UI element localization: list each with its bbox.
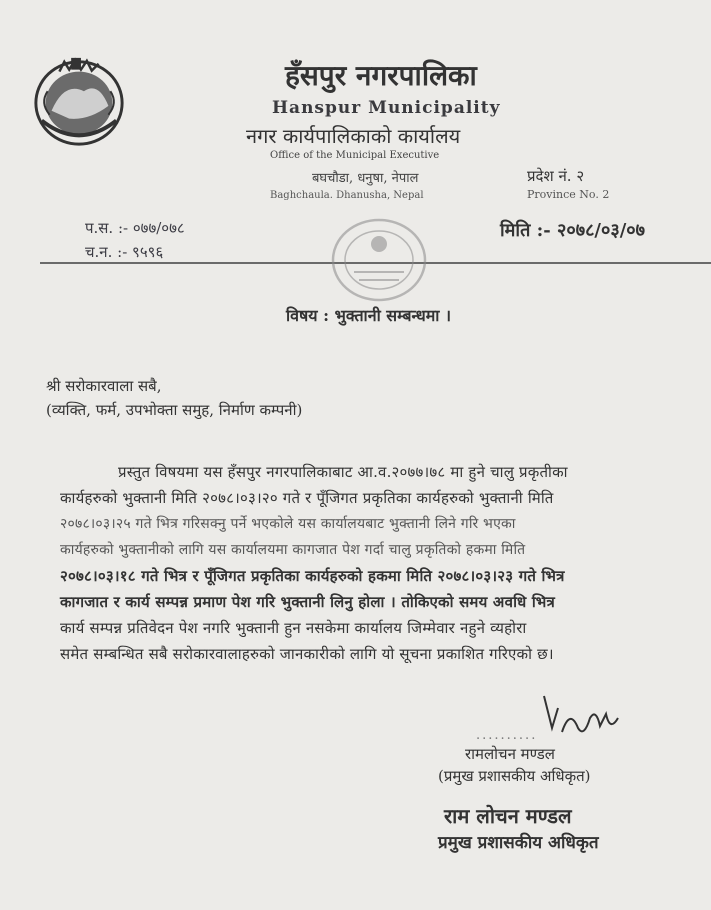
province-np: प्रदेश नं. २ xyxy=(527,167,585,185)
municipality-title-np: हँसपुर नगरपालिका xyxy=(285,59,477,92)
body-line: कागजात र कार्य सम्पन्न प्रमाण पेश गरि भुक्तानी लिनु होला । तोकिएको समय अवधि भित्र xyxy=(60,593,555,611)
signature-line: .......... xyxy=(476,728,538,743)
designation-stamp: प्रमुख प्रशासकीय अधिकृत xyxy=(438,833,599,853)
signatory-name: रामलोचन मण्डल xyxy=(465,745,555,763)
name-stamp: राम लोचन मण्डल xyxy=(444,804,572,828)
municipality-title-en: Hanspur Municipality xyxy=(272,98,501,118)
body-line: २०७८।०३।१८ गते भित्र र पूँजिगत प्रकृतिका कार्यहरुको हकमा मिति २०७८।०३।२३ गते भित्र xyxy=(60,567,565,585)
office-round-stamp-icon xyxy=(324,210,434,310)
fiscal-reference: प.स. :- ०७७/०७८ xyxy=(85,219,185,237)
body-line: कार्य सम्पन्न प्रतिवेदन पेश नगरि भुक्तानी हुन नसकेमा कार्यालय जिम्मेवार नहुने व्यहोरा xyxy=(60,619,527,637)
office-title-en: Office of the Municipal Executive xyxy=(270,150,440,161)
body-line: समेत सम्बन्धित सबै सरोकारवालाहरुको जानकारीको लागि यो सूचना प्रकाशित गरिएको छ। xyxy=(60,645,554,663)
address-en: Baghchaula. Dhanusha, Nepal xyxy=(270,190,424,201)
letter-date: मिति :- २०७८/०३/०७ xyxy=(500,220,646,241)
nepal-emblem-icon xyxy=(30,52,128,150)
body-line: कार्यहरुको भुक्तानी मिति २०७८।०३।२० गते र पूँजिगत प्रकृतिका कार्यहरुको भुक्तानी मिति xyxy=(60,489,554,507)
office-title-np: नगर कार्यपालिकाको कार्यालय xyxy=(246,124,461,148)
body-line: प्रस्तुत विषयमा यस हँसपुर नगरपालिकाबाट आ.व.२०७७।७८ मा हुने चालु प्रकृतीका xyxy=(118,463,568,481)
recipient-line: (व्यक्ति, फर्म, उपभोक्ता समुह, निर्माण कम्पनी) xyxy=(46,401,303,419)
recipient-line: श्री सरोकारवाला सबै, xyxy=(46,377,162,395)
letter-subject: विषय : भुक्तानी सम्बन्धमा । xyxy=(286,306,452,325)
province-en: Province No. 2 xyxy=(527,188,610,201)
address-np: बघचौडा, धनुषा, नेपाल xyxy=(312,171,419,186)
handwritten-signature-icon xyxy=(540,688,620,748)
dispatch-number: च.न. :- ९५९६ xyxy=(85,243,164,261)
signatory-designation: (प्रमुख प्रशासकीय अधिकृत) xyxy=(438,767,591,785)
body-line: कार्यहरुको भुक्तानीको लागि यस कार्यालयमा कागजात पेश गर्दा चालु प्रकृतिको हकमा मिति xyxy=(60,542,526,558)
body-line: २०७८।०३।२५ गते भित्र गरिसक्नु पर्ने भएकोले यस कार्यालयबाट भुक्तानी लिने गरि भएका xyxy=(60,516,516,532)
